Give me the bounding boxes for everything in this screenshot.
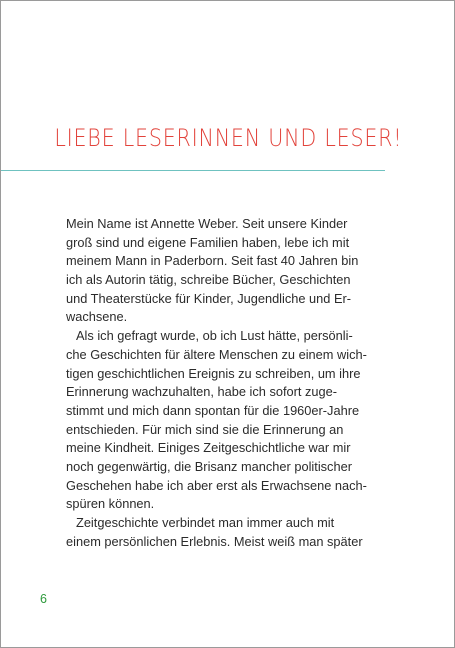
text-line: Zeitgeschichte verbindet man immer auch mit (76, 515, 335, 530)
text-line: stimmt und mich dann spontan für die 1960er-Jahre (66, 402, 360, 418)
text-line: che Geschichten für ältere Menschen zu einem wich- (66, 346, 367, 362)
text-line: meine Kindheit. Einiges Zeitgeschichtliche war mir (66, 440, 351, 456)
text-line: ich als Autorin tätig, schreibe Bücher, Geschichten (66, 272, 351, 288)
text-line: groß sind und eigene Familien haben, lebe ich mit (66, 234, 350, 250)
text-line: noch gegenwärtig, die Brisanz mancher politischer (66, 458, 352, 474)
page-number: 6 (40, 592, 47, 606)
body-text (66, 215, 396, 551)
heading-divider (1, 170, 385, 171)
text-line: Geschehen habe ich aber erst als Erwachsene nach- (66, 477, 367, 493)
text-line: Als ich gefragt wurde, ob ich Lust hätte, persönli- (76, 328, 353, 344)
text-line: Erinnerung wachzuhalten, habe ich sofort zuge- (66, 384, 338, 400)
text-line: und Theaterstücke für Kinder, Jugendliche und Er- (66, 290, 352, 306)
chapter-heading: LIEBE LESERINNEN UND LESER! (54, 124, 403, 152)
text-line: entschieden. Für mich sind sie die Erinnerung an (66, 421, 344, 437)
text-line: einem persönlichen Erlebnis. Meist weiß man später (66, 533, 363, 549)
text-line: Mein Name ist Annette Weber. Seit unsere Kinder (66, 216, 348, 231)
text-line: wachsene. (66, 309, 128, 325)
text-line: meinem Mann in Paderborn. Seit fast 40 Jahren bin (66, 253, 359, 269)
text-line: tigen geschichtlichen Ereignis zu schreiben, um ihre (66, 365, 361, 381)
text-line: spüren können. (66, 496, 155, 512)
